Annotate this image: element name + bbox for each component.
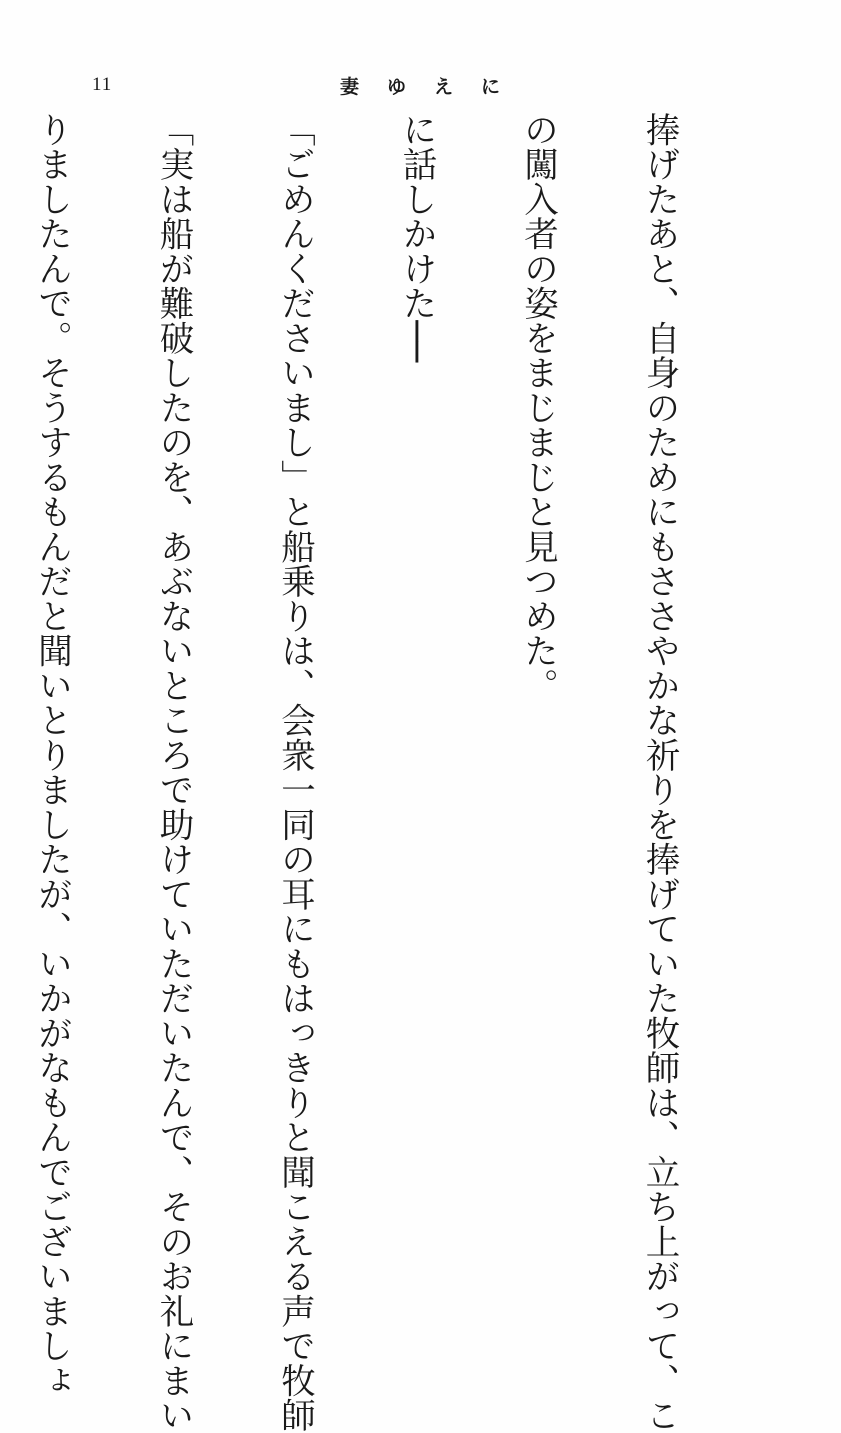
text-line: 「ごめんくださいまし」と船乗りは、会衆一同の耳にもはっきりと聞こえる声で牧師 xyxy=(274,112,315,1433)
text-line: に話しかけた── xyxy=(396,112,436,363)
text-line: の闖入者の姿をまじまじと見つめた。 xyxy=(517,112,558,703)
vertical-body-text xyxy=(31,112,760,1433)
running-title-char: に xyxy=(480,76,500,98)
running-title xyxy=(340,72,500,99)
running-title-char: ゆ xyxy=(386,76,406,98)
page-number: 11 xyxy=(92,74,113,95)
running-title-char: え xyxy=(433,76,453,98)
text-line: 捧げたあと、自身のためにもささやかな祈りを捧げていた牧師は、立ち上がって、こ xyxy=(639,112,679,1433)
running-title-char: 妻 xyxy=(340,76,360,98)
text-line: りましたんで。そうするもんだと聞いとりましたが、いかがなもんでございましょ xyxy=(31,112,72,1398)
text-line: 「実は船が難破したのを、あぶないところで助けていただいたんで、そのお礼にまい xyxy=(153,112,193,1433)
